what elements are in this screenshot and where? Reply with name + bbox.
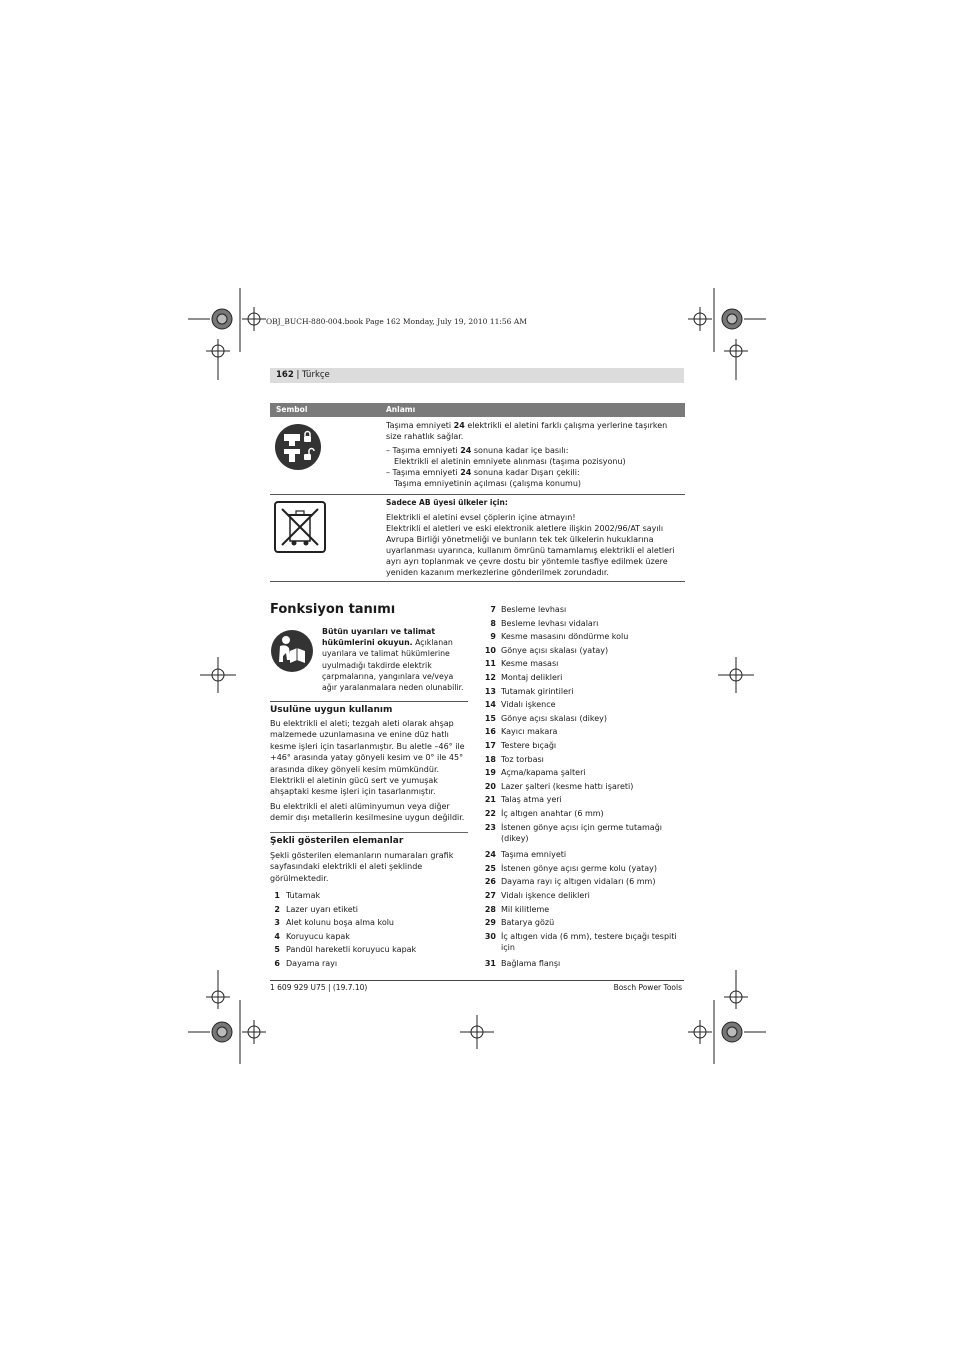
item-number: 10 [484,645,496,655]
item-label: İstenen gönye açısı germe kolu (yatay) [501,863,658,873]
footer-brand: Bosch Power Tools [613,983,682,992]
item-label: Gönye açısı skalası (yatay) [501,645,609,655]
item-label: Tutamak girintileri [501,686,574,696]
item-label: Alet kolunu boşa alma kolu [286,918,394,928]
disposal-text-1: Elektrikli el aletini evsel çöplerin içine atmayın! [386,513,576,522]
desc-line-3: Elektrikli el aletinin emniyete alınması (taşıma pozisyonu) [394,457,626,466]
header-separator: | [293,370,303,380]
item-label: Gönye açısı skalası (dikey) [501,713,607,723]
item-number: 6 [274,959,280,968]
item-number: 26 [484,877,496,887]
desc-line-1: Taşıma emniyeti 24 elektrikli el aletini farklı çalışma yerlerine taşırken size rahatlık sağlar. [386,421,668,441]
table-header [270,403,685,417]
table-row [270,495,685,582]
col-symbol: Sembol [276,405,308,414]
section-title: Fonksiyon tanımı [270,602,396,617]
item-number: 15 [484,713,496,723]
item-number: 3 [274,918,280,928]
item-number: 14 [484,700,496,710]
item-number: 16 [484,727,496,737]
item-label: Lazer şalteri (kesme hattı işareti) [501,781,634,791]
item-label: Pandül hareketli koruyucu kapak [286,945,417,955]
item-label: Talaş atma yeri [501,795,562,805]
item-number: 24 [484,850,496,860]
item-label: Tutamak [286,891,321,900]
footer-doc-number: 1 609 929 U75 | (19.7.10) [270,983,368,992]
components-intro: Şekli gösterilen elemanların numaraları grafik sayfasındaki elektrikli el aleti şeklinde görülmektedir. [270,851,454,883]
item-number: 1 [274,891,280,900]
intended-use-p2: Bu elektrikli el aleti alüminyumun veya diğer demir dışı metallerin kesilmesine uygun değildir. [270,802,465,823]
desc-line-2: – Taşıma emniyeti 24 sonuna kadar içe basılı: [386,446,569,455]
print-info: OBJ_BUCH-880-004.book Page 162 Monday, July 19, 2010 11:56 AM [266,317,527,326]
transport-lock-icon [274,423,322,474]
item-number: 18 [484,754,496,764]
warning-body: Açıklanan uyarılara ve talimat hükümlerine uyulmadığı takdirde elektrik çarpmalarına, yangınlara ve/veya ağır yaralanmalara neden olunabilir. [322,638,464,693]
item-number: 31 [484,959,496,969]
item-label: Testere bıçağı [501,741,557,750]
item-number: 21 [484,795,496,805]
item-number: 7 [490,605,496,614]
header-language: Türkçe [302,370,330,380]
item-label: Kesme masasını döndürme kolu [501,632,629,642]
footer-divider [270,980,684,981]
symbol-table [270,403,685,582]
item-number: 30 [484,931,496,941]
item-label: Montaj delikleri [501,673,563,682]
item-label: Açma/kapama şalteri [501,768,586,778]
item-number: 9 [490,632,496,642]
warning-bold: Bütün uyarıları ve talimat hükümlerini okuyun. [322,627,436,648]
item-number: 13 [484,686,496,696]
item-label: Dayama rayı [286,959,338,968]
item-label: Koruyucu kapak [286,931,350,941]
item-label: Batarya gözü [501,918,555,928]
item-label: Vidalı işkence delikleri [501,891,590,900]
item-label: Bağlama flanşı [501,959,561,969]
crossed-bin-icon [274,501,326,556]
item-label: İç altıgen vida (6 mm), testere bıçağı tespiti için [501,931,677,952]
intended-use-title: Usulüne uygun kullanım [270,705,393,715]
item-label: İstenen gönye açısı için germe tutamağı (dikey) [501,822,662,843]
item-number: 27 [484,891,496,900]
item-label: Dayama rayı iç altıgen vidaları (6 mm) [501,877,656,887]
item-number: 11 [484,659,496,669]
item-label: İç altıgen anahtar (6 mm) [501,809,604,818]
warning-text [322,626,468,693]
item-label: Toz torbası [501,754,544,764]
divider [270,832,468,833]
table-row [270,417,685,495]
read-manual-icon [270,629,314,677]
item-label: Besleme levhası [501,605,567,614]
item-number: 12 [484,673,496,682]
intended-use-p1: Bu elektrikli el aleti; tezgah aleti olarak ahşap malzemede uzunlamasına ve enine düz hatlı kesme işleri için tasarlanmıştır. Bu aletle –46° ile +46° arasında yatay gönyeli kesim ve 0° ile 45° arasında dikey gönyeli kesim mümkündür. Elektrikli el aletinin gücü sert ve yumuşak ahşaptaki kesme işleri için tasarlanmıştır. [270,719,465,797]
item-number: 19 [484,768,496,778]
item-label: Kayıcı makara [501,727,558,737]
item-label: Kesme masası [501,659,559,669]
disposal-text-2: Elektrikli el aletleri ve eski elektronik aletlere ilişkin 2002/96/AT sayılı Avrupa Birliği yönetmeliği ve bunların tek tek ülkelerin hukuklarına uyarlanması uyarınca, kullanım ömrünü tamamlamış elektrikli el aletleri ayrı ayrı toplanmak ve çevre dostu bir yöntemle tasfiye edilmek üzere yeniden kazanım merkezlerine gönderilmek zorundadır. [386,524,675,577]
item-label: Taşıma emniyeti [501,850,567,860]
item-number: 23 [484,822,496,832]
item-number: 8 [490,618,496,628]
item-label: Mil kilitleme [501,904,550,914]
desc-line-4: – Taşıma emniyeti 24 sonuna kadar Dışarı çekili: [386,468,580,477]
item-number: 2 [274,904,280,914]
desc-line-5: Taşıma emniyetinin açılması (çalışma konumu) [394,479,582,488]
item-number: 17 [484,741,496,750]
item-number: 22 [484,809,496,818]
item-label: Besleme levhası vidaları [501,618,599,628]
page-header [270,368,684,383]
disposal-title: Sadece AB üyesi ülkeler için: [386,498,508,507]
components-title: Şekli gösterilen elemanlar [270,836,404,846]
item-number: 29 [484,918,496,928]
item-number: 20 [484,781,496,791]
item-number: 28 [484,904,496,914]
item-number: 25 [484,863,496,873]
disposal-description [386,497,683,578]
item-number: 4 [274,931,280,941]
page-number: 162 [276,370,294,380]
item-label: Lazer uyarı etiketi [286,904,358,914]
transport-lock-description [386,420,683,489]
col-meaning: Anlamı [386,405,416,414]
item-number: 5 [274,945,280,955]
warning-box [270,624,468,702]
item-label: Vidalı işkence [501,700,556,710]
